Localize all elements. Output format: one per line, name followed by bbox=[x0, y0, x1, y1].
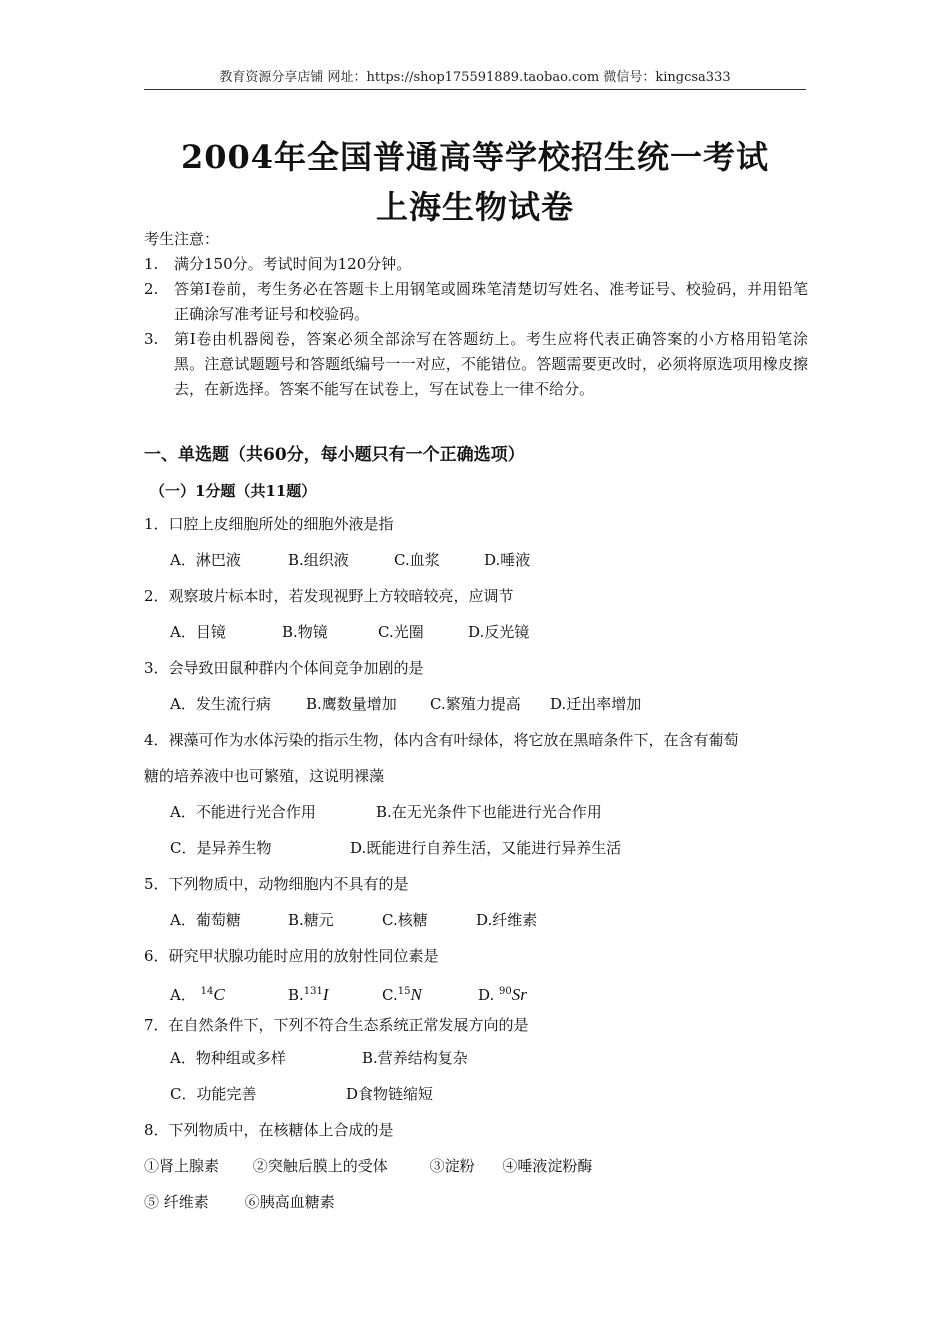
notice-block bbox=[144, 227, 808, 402]
exam-title: 2004年全国普通高等学校招生统一考试 bbox=[180, 138, 770, 176]
option: B.糖元 bbox=[288, 911, 334, 929]
notice-text: 答第Ⅰ卷前，考生务必在答题卡上用钢笔或圆珠笔清楚切写姓名、准考证号、校验码，并用铅笔正确涂写准考证号和校验码。 bbox=[174, 280, 808, 323]
question-options bbox=[144, 686, 808, 722]
question-stem: 8．下列物质中，在核糖体上合成的是 bbox=[144, 1121, 394, 1139]
option: C．功能完善 bbox=[170, 1085, 257, 1103]
question-stem: 2．观察玻片标本时，若发现视野上方较暗较亮，应调节 bbox=[144, 587, 514, 605]
item: ⑥胰高血糖素 bbox=[244, 1193, 335, 1211]
item: ④唾液淀粉酶 bbox=[502, 1157, 593, 1175]
notice-item bbox=[144, 277, 808, 327]
exam-content bbox=[144, 227, 808, 1220]
question-stem: 7．在自然条件下，下列不符合生态系统正常发展方向的是 bbox=[144, 1016, 529, 1034]
option-label: C. bbox=[382, 986, 398, 1004]
option: C．是异养生物 bbox=[170, 839, 272, 857]
option: A．目镜 bbox=[170, 623, 226, 641]
subsection-heading: （一）1分题（共11题） bbox=[150, 482, 317, 500]
element-symbol: Sr bbox=[511, 985, 527, 1004]
option: C.核糖 bbox=[382, 911, 428, 929]
question-options bbox=[144, 1040, 808, 1076]
item: ②突触后膜上的受体 bbox=[252, 1157, 388, 1175]
option: D.迁出率增加 bbox=[550, 695, 642, 713]
notice-num: 1. bbox=[144, 255, 159, 273]
element-symbol: I bbox=[322, 985, 329, 1004]
question-stem: 5．下列物质中，动物细胞内不具有的是 bbox=[144, 875, 409, 893]
option: D.既能进行自养生活，又能进行异养生活 bbox=[350, 839, 622, 857]
question-options bbox=[144, 902, 808, 938]
mass-number: 14 bbox=[200, 986, 214, 997]
option: C.繁殖力提高 bbox=[430, 695, 521, 713]
notice-heading: 考生注意： bbox=[144, 230, 220, 248]
question-items bbox=[144, 1148, 808, 1184]
option: D食物链缩短 bbox=[346, 1085, 434, 1103]
option: D.唾液 bbox=[484, 551, 531, 569]
option: A．葡萄糖 bbox=[170, 911, 241, 929]
notice-item bbox=[144, 327, 808, 402]
notice-item bbox=[144, 252, 808, 277]
notice-text: 第Ⅰ卷由机器阅卷，答案必须全部涂写在答题纺上。考生应将代表正确答案的小方格用铅笔涂黑。注意试题题号和答题纸编号一一对应，不能错位。答题需要更改时，必须将原选项用橡皮擦去，在新选择。答案不能写在试卷上，写在试卷上一律不给分。 bbox=[174, 330, 808, 398]
element-symbol: C bbox=[213, 985, 225, 1004]
notice-text: 满分150分。考试时间为120分钟。 bbox=[174, 255, 412, 273]
option bbox=[288, 974, 382, 1010]
option: A．不能进行光合作用 bbox=[170, 803, 316, 821]
element-symbol: N bbox=[410, 985, 422, 1004]
question-options bbox=[144, 614, 808, 650]
option: A．物种组或多样 bbox=[170, 1049, 286, 1067]
item: ③淀粉 bbox=[429, 1157, 475, 1175]
question-stem: 4．裸藻可作为水体污染的指示生物，体内含有叶绿体，将它放在黑暗条件下，在含有葡萄 bbox=[144, 731, 739, 749]
option bbox=[170, 974, 288, 1010]
question-stem-continued: 糖的培养液中也可繁殖，这说明裸藻 bbox=[144, 767, 385, 785]
question-items bbox=[144, 1184, 808, 1220]
mass-number: 131 bbox=[303, 986, 323, 997]
option bbox=[382, 974, 478, 1010]
option: B.营养结构复杂 bbox=[362, 1049, 468, 1067]
question-options bbox=[144, 974, 808, 1010]
option: B.物镜 bbox=[282, 623, 328, 641]
question-options bbox=[144, 542, 808, 578]
option: D.反光镜 bbox=[468, 623, 530, 641]
option bbox=[478, 974, 527, 1010]
option-label: A． bbox=[170, 986, 196, 1004]
question-stem: 1．口腔上皮细胞所处的细胞外液是指 bbox=[144, 515, 394, 533]
item: ⑤ 纤维素 bbox=[144, 1193, 209, 1211]
question-stem: 3．会导致田鼠种群内个体间竞争加剧的是 bbox=[144, 659, 424, 677]
option: C.光圈 bbox=[378, 623, 424, 641]
question-options bbox=[144, 830, 808, 866]
option: B.组织液 bbox=[288, 551, 349, 569]
exam-subtitle: 上海生物试卷 bbox=[375, 188, 574, 226]
item: ①肾上腺素 bbox=[144, 1157, 220, 1175]
page-header: 教育资源分享店铺 网址：https://shop175591889.taobao.com 微信号：kingcsa333 bbox=[144, 66, 806, 90]
option: D.纤维素 bbox=[476, 911, 538, 929]
option: B.在无光条件下也能进行光合作用 bbox=[376, 803, 602, 821]
mass-number: 15 bbox=[397, 986, 411, 997]
section-heading: 一、单选题（共60分，每小题只有一个正确选项） bbox=[144, 445, 525, 465]
question-options bbox=[144, 1076, 808, 1112]
option-label: D. bbox=[478, 986, 495, 1004]
notice-num: 3. bbox=[144, 330, 159, 348]
mass-number: 90 bbox=[499, 986, 512, 997]
option: B.鹰数量增加 bbox=[306, 695, 397, 713]
option: A．发生流行病 bbox=[170, 695, 271, 713]
notice-num: 2. bbox=[144, 280, 159, 298]
option-label: B. bbox=[288, 986, 304, 1004]
question-options bbox=[144, 794, 808, 830]
option: A．淋巴液 bbox=[170, 551, 241, 569]
option: C.血浆 bbox=[394, 551, 440, 569]
question-stem: 6．研究甲状腺功能时应用的放射性同位素是 bbox=[144, 947, 439, 965]
